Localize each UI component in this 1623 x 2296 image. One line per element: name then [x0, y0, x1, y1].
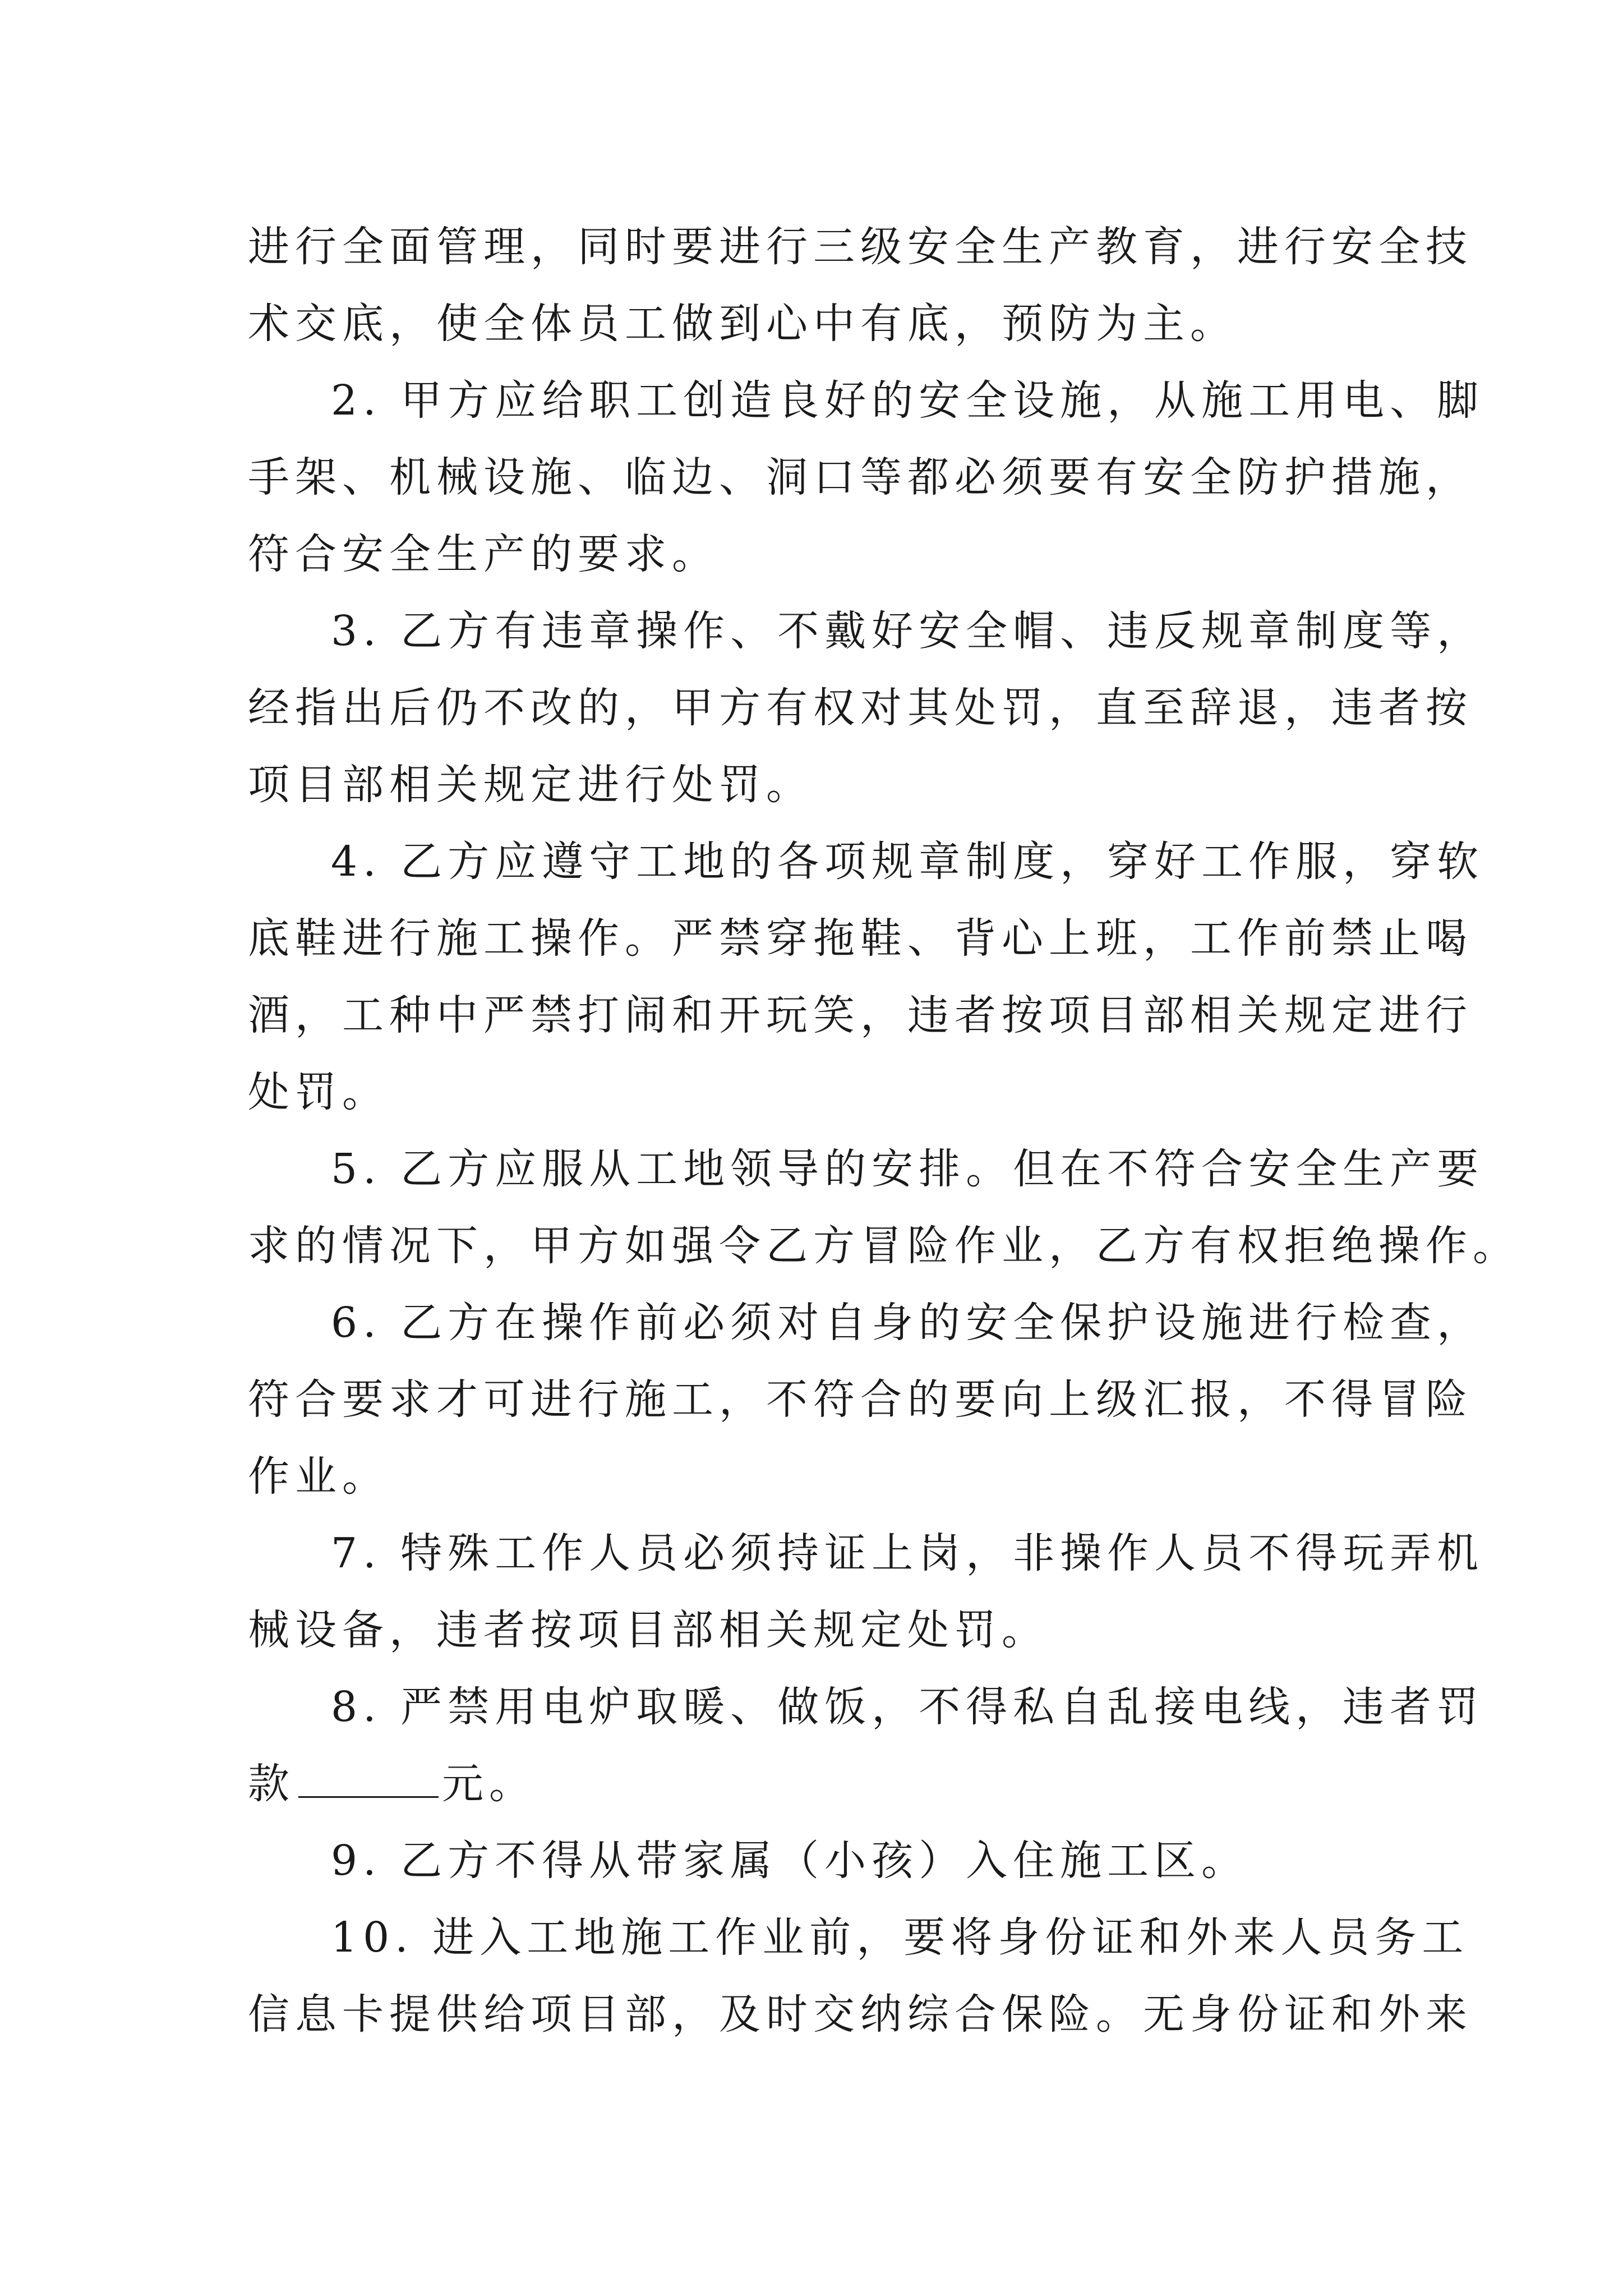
fine-amount-blank[interactable] — [298, 1761, 439, 1798]
clause-3-line-2: 经指出后仍不改的，甲方有权对其处罚，直至辞退，违者按 — [248, 684, 1473, 732]
clause-7-line-2: 械设备，违者按项目部相关规定处罚。 — [248, 1606, 1049, 1654]
text-line-1: 进行全面管理，同时要进行三级安全生产教育，进行安全技 — [248, 223, 1473, 271]
clause-4-line-1: 4. 乙方应遵守工地的各项规章制度，穿好工作服，穿软 — [331, 838, 1484, 886]
fine-prefix: 款 — [248, 1760, 295, 1808]
clause-5-line-2: 求的情况下，甲方如强令乙方冒险作业，乙方有权拒绝操作。 — [248, 1222, 1520, 1270]
clause-5-line-1: 5. 乙方应服从工地领导的安排。但在不符合安全生产要 — [331, 1145, 1484, 1193]
clause-2-line-2: 手架、机械设施、临边、洞口等都必须要有安全防护措施， — [248, 453, 1473, 501]
clause-2-line-1: 2. 甲方应给职工创造良好的安全设施，从施工用电、脚 — [331, 376, 1484, 425]
clause-4-line-4: 处罚。 — [248, 1068, 389, 1116]
clause-7-line-1: 7. 特殊工作人员必须持证上岗，非操作人员不得玩弄机 — [331, 1529, 1484, 1577]
text-line-2: 术交底，使全体员工做到心中有底，预防为主。 — [248, 300, 1237, 348]
clause-6-line-3: 作业。 — [248, 1452, 389, 1501]
clause-10-line-2: 信息卡提供给项目部，及时交纳综合保险。无身份证和外来 — [248, 1990, 1473, 2039]
clause-3-line-3: 项目部相关规定进行处罚。 — [248, 761, 813, 809]
clause-3-line-1: 3. 乙方有违章操作、不戴好安全帽、违反规章制度等， — [331, 607, 1484, 655]
fine-suffix: 元。 — [442, 1760, 536, 1808]
clause-4-line-3: 酒，工种中严禁打闹和开玩笑，违者按项目部相关规定进行 — [248, 991, 1473, 1039]
clause-8-line-1: 8. 严禁用电炉取暖、做饭，不得私自乱接电线，违者罚 — [331, 1683, 1484, 1731]
clause-6-line-1: 6. 乙方在操作前必须对自身的安全保护设施进行检查， — [331, 1299, 1484, 1347]
clause-2-line-3: 符合安全生产的要求。 — [248, 530, 719, 578]
clause-8-line-2 — [248, 1759, 536, 1809]
clause-9-line-1: 9. 乙方不得从带家属（小孩）入住施工区。 — [331, 1837, 1249, 1885]
clause-4-line-2: 底鞋进行施工操作。严禁穿拖鞋、背心上班，工作前禁止喝 — [248, 914, 1473, 963]
clause-6-line-2: 符合要求才可进行施工，不符合的要向上级汇报，不得冒险 — [248, 1375, 1473, 1424]
clause-10-line-1: 10. 进入工地施工作业前，要将身份证和外来人员务工 — [331, 1913, 1469, 1962]
